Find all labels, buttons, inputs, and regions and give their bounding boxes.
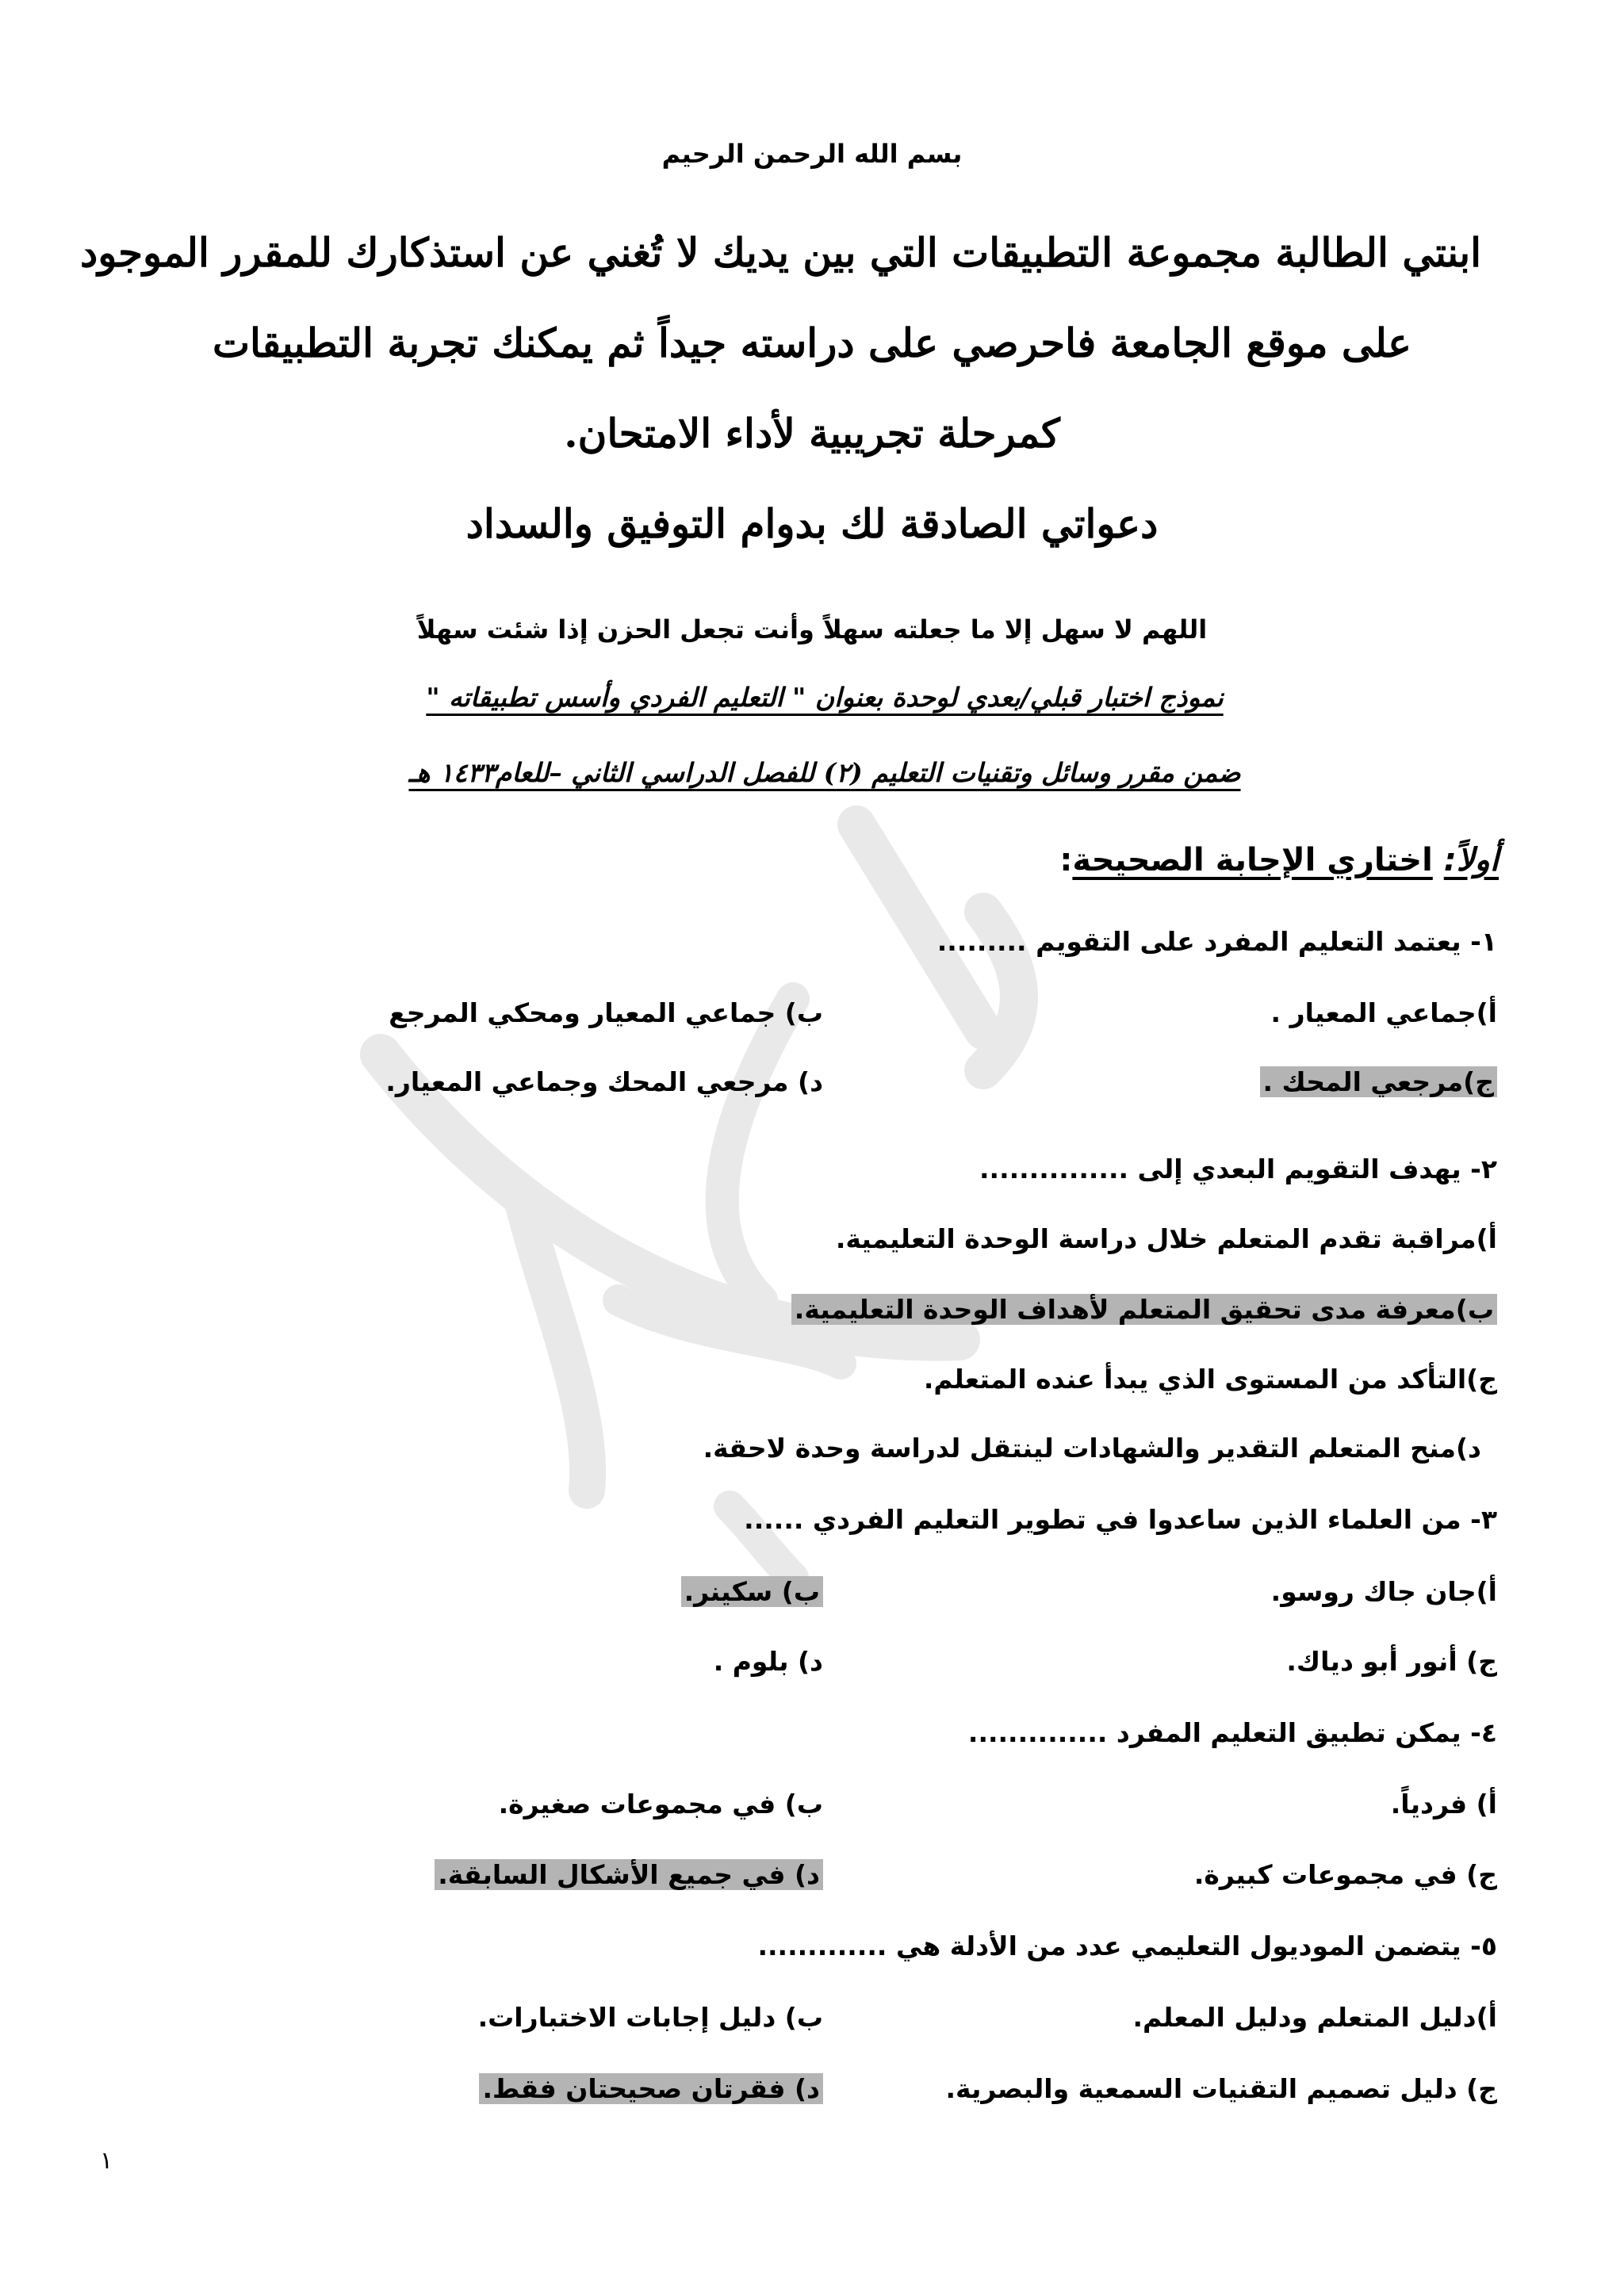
intro-line: ابنتي الطالبة مجموعة التطبيقات التي بين يديك لا تُغني عن استذكارك للمقرر الموجود [80, 229, 1481, 276]
exam-title: نموذج اختبار قبلي/بعدي لوحدة بعنوان " التعليم الفردي وأسس تطبيقاته " [426, 682, 1224, 713]
answer-option [1271, 1576, 1497, 1607]
intro-line: دعواتي الصادقة لك بدوام التوفيق والسداد [465, 500, 1159, 547]
question-stem: ٤- يمكن تطبيق التعليم المفرد .............. [967, 1717, 1497, 1748]
intro-message [80, 208, 1481, 569]
answer-option [1133, 2002, 1498, 2033]
option-text: ج) دليل تصميم التقنيات السمعية والبصرية. [945, 2073, 1497, 2104]
answer-option [385, 1066, 823, 1097]
option-text-highlighted: ج)مرجعي المحك . [1260, 1066, 1497, 1097]
option-text-highlighted: د) فقرتان صحيحتان فقط. [479, 2073, 823, 2104]
option-text: أ)دليل المتعلم ودليل المعلم. [1132, 2002, 1497, 2033]
answer-option-correct [1260, 1066, 1497, 1097]
prayer-line: اللهم لا سهل إلا ما جعلته سهلاً وأنت تجعل الحزن إذا شئت سهلاً [416, 614, 1208, 645]
section-lead: أولاً: [1443, 842, 1499, 878]
option-text-highlighted: ب)معرفة مدى تحقيق المتعلم لأهداف الوحدة التعليمية. [791, 1294, 1497, 1325]
answer-option [836, 1223, 1497, 1254]
answer-option [478, 2002, 823, 2033]
section-title: اختاري الإجابة الصحيحة [1072, 842, 1433, 878]
bismillah-heading: بسم الله الرحمن الرحيم [661, 139, 963, 169]
option-text-highlighted: ب) سكينر. [681, 1576, 823, 1607]
option-text: أ)جان جاك روسو. [1270, 1576, 1497, 1607]
answer-option-correct [479, 2073, 823, 2104]
answer-option [1194, 1859, 1497, 1890]
question-stem: ٣- من العلماء الذين ساعدوا في تطوير التعليم الفردي ...... [744, 1504, 1497, 1535]
answer-option [924, 1364, 1497, 1395]
question-stem: ٢- يهدف التقويم البعدي إلى ............... [979, 1154, 1497, 1184]
answer-option [389, 997, 823, 1028]
course-subtitle: ضمن مقرر وسائل وتقنيات التعليم (٢) للفصل الدراسي الثاني –للعام١٤٣٣ هـ [408, 757, 1241, 788]
section-colon: : [1059, 842, 1073, 878]
answer-option [499, 1789, 823, 1820]
option-text: د) مرجعي المحك وجماعي المعيار. [385, 1066, 823, 1097]
answer-option [714, 1646, 823, 1677]
option-text: ب) دليل إجابات الاختبارات. [477, 2002, 823, 2033]
intro-line: على موقع الجامعة فاحرصي على دراسته جيداً ثم يمكنك تجربة التطبيقات [212, 320, 1411, 366]
option-text: ج) أنور أبو دياك. [1286, 1646, 1497, 1677]
answer-option [1391, 1789, 1497, 1820]
option-text: أ)مراقبة تقدم المتعلم خلال دراسة الوحدة التعليمية. [835, 1223, 1497, 1254]
option-text-highlighted: د) في جميع الأشكال السابقة. [435, 1859, 823, 1890]
answer-option [703, 1433, 1481, 1464]
question-stem: ١- يعتمد التعليم المفرد على التقويم ......... [936, 926, 1497, 957]
option-text: د)منح المتعلم التقدير والشهادات لينتقل لدراسة وحدة لاحقة. [703, 1433, 1481, 1464]
answer-option-correct [791, 1294, 1497, 1325]
option-text: ب) جماعي المعيار ومحكي المرجع [389, 997, 823, 1028]
answer-option-correct [681, 1576, 823, 1607]
section-heading [1059, 842, 1499, 878]
option-text: أ) فردياً. [1390, 1789, 1497, 1820]
question-stem: ٥- يتضمن الموديول التعليمي عدد من الأدلة هي ............. [757, 1931, 1497, 1961]
option-text: أ)جماعي المعيار . [1270, 997, 1497, 1028]
option-text: د) بلوم . [713, 1646, 823, 1677]
answer-option-correct [435, 1859, 823, 1890]
option-text: ج) في مجموعات كبيرة. [1193, 1859, 1497, 1890]
option-text: ب) في مجموعات صغيرة. [498, 1789, 823, 1820]
answer-option [1286, 1646, 1497, 1677]
option-text: ج)التأكد من المستوى الذي يبدأ عنده المتعلم. [923, 1364, 1497, 1395]
answer-option [1271, 997, 1497, 1028]
page-number: ١ [100, 2147, 113, 2175]
answer-option [945, 2073, 1497, 2104]
intro-line: كمرحلة تجريبية لأداء الامتحان. [564, 410, 1060, 457]
